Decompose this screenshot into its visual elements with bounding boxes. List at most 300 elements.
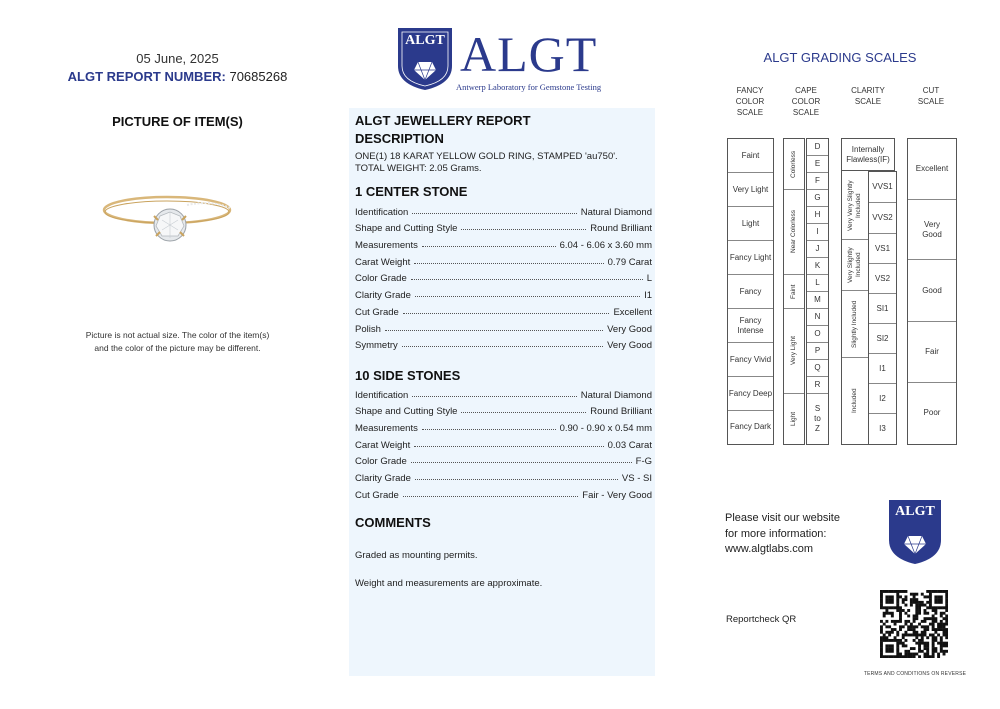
comments-title: COMMENTS bbox=[355, 515, 431, 530]
qr-module bbox=[932, 590, 935, 593]
qr-module bbox=[915, 642, 918, 645]
qr-module bbox=[896, 609, 899, 612]
qr-module bbox=[910, 628, 913, 631]
center-value: Round Brilliant bbox=[590, 223, 652, 235]
qr-module bbox=[880, 655, 883, 658]
qr-module bbox=[943, 628, 946, 631]
qr-module bbox=[934, 647, 937, 650]
qr-module bbox=[888, 625, 891, 628]
qr-module bbox=[888, 644, 891, 647]
cape-grade: M bbox=[807, 292, 828, 309]
qr-module bbox=[891, 595, 894, 598]
fancy-grade: Fancy Intense bbox=[728, 309, 773, 343]
center-value: 0.79 Carat bbox=[607, 256, 652, 268]
qr-module bbox=[891, 631, 894, 634]
clarity-scale-header bbox=[843, 85, 893, 107]
header-line: SCALE bbox=[792, 108, 820, 117]
qr-module bbox=[926, 655, 929, 658]
center-stone-title: 1 CENTER STONE bbox=[355, 184, 468, 199]
qr-module bbox=[940, 650, 943, 653]
qr-module bbox=[902, 655, 905, 658]
qr-module bbox=[915, 631, 918, 634]
qr-module bbox=[910, 653, 913, 656]
side-key: Cut Grade bbox=[355, 489, 399, 501]
qr-module bbox=[940, 647, 943, 650]
qr-module bbox=[945, 642, 948, 645]
qr-module bbox=[940, 623, 943, 626]
qr-module bbox=[885, 636, 888, 639]
qr-module bbox=[918, 634, 921, 637]
qr-module bbox=[915, 612, 918, 615]
qr-module bbox=[937, 606, 940, 609]
website-info bbox=[725, 511, 865, 558]
qr-module bbox=[932, 655, 935, 658]
qr-module bbox=[915, 606, 918, 609]
side-row bbox=[355, 467, 652, 484]
qr-module bbox=[918, 644, 921, 647]
qr-module bbox=[888, 631, 891, 634]
side-value: VS - SI bbox=[621, 473, 652, 485]
qr-module bbox=[913, 595, 916, 598]
clarity-grade: VVS2 bbox=[869, 203, 896, 234]
qr-module bbox=[894, 655, 897, 658]
picture-note-line2: and the color of the picture may be different. bbox=[94, 343, 261, 353]
qr-module bbox=[913, 598, 916, 601]
side-key: Carat Weight bbox=[355, 439, 411, 451]
qr-module bbox=[904, 595, 907, 598]
qr-module bbox=[918, 601, 921, 604]
qr-module bbox=[929, 623, 932, 626]
qr-module bbox=[932, 634, 935, 637]
side-key: Clarity Grade bbox=[355, 473, 411, 485]
report-title: ALGT JEWELLERY REPORT bbox=[355, 113, 531, 128]
qr-module bbox=[896, 598, 899, 601]
center-value: Very Good bbox=[607, 340, 652, 352]
qr-module bbox=[932, 628, 935, 631]
qr-module bbox=[940, 612, 943, 615]
qr-module bbox=[891, 598, 894, 601]
header-line: CAPE bbox=[795, 86, 817, 95]
qr-module bbox=[915, 614, 918, 617]
qr-module bbox=[885, 631, 888, 634]
qr-module bbox=[880, 595, 883, 598]
report-date: 05 June, 2025 bbox=[136, 51, 219, 66]
cut-grade: Good bbox=[908, 261, 956, 322]
qr-module bbox=[888, 595, 891, 598]
shield-text: ALGT bbox=[405, 33, 445, 48]
qr-module bbox=[937, 642, 940, 645]
qr-module bbox=[932, 606, 935, 609]
qr-module bbox=[891, 655, 894, 658]
header-line: SCALE bbox=[854, 97, 882, 106]
qr-module bbox=[899, 642, 902, 645]
qr-module bbox=[937, 634, 940, 637]
cape-grade: D bbox=[807, 139, 828, 156]
fancy-grade: Faint bbox=[728, 139, 773, 173]
cut-grade: Poor bbox=[923, 408, 941, 417]
qr-module bbox=[902, 636, 905, 639]
clarity-scale bbox=[868, 171, 897, 445]
qr-module bbox=[891, 620, 894, 623]
clarity-group-label: Very Slightly Included bbox=[847, 247, 862, 283]
center-value: Very Good bbox=[607, 323, 652, 335]
qr-module bbox=[904, 634, 907, 637]
qr-module bbox=[880, 628, 883, 631]
qr-module bbox=[910, 655, 913, 658]
qr-module bbox=[894, 590, 897, 593]
center-row bbox=[355, 218, 652, 235]
cut-grade: Fair bbox=[908, 322, 956, 383]
qr-module bbox=[885, 601, 888, 604]
fancy-grade: Fancy Dark bbox=[730, 422, 771, 431]
qr-module bbox=[945, 650, 948, 653]
qr-module bbox=[913, 625, 916, 628]
qr-module bbox=[932, 642, 935, 645]
qr-module bbox=[932, 636, 935, 639]
center-key: Polish bbox=[355, 323, 381, 335]
qr-module bbox=[896, 650, 899, 653]
qr-module bbox=[940, 639, 943, 642]
qr-module bbox=[929, 606, 932, 609]
qr-module bbox=[880, 644, 883, 647]
qr-module bbox=[880, 593, 883, 596]
qr-module bbox=[934, 631, 937, 634]
qr-module bbox=[913, 614, 916, 617]
qr-module bbox=[943, 617, 946, 620]
fancy-color-scale bbox=[727, 138, 774, 445]
qr-module bbox=[926, 606, 929, 609]
qr-module bbox=[915, 609, 918, 612]
qr-module bbox=[904, 598, 907, 601]
qr-module bbox=[926, 590, 929, 593]
header-line: COLOR bbox=[735, 97, 765, 106]
center-value: 6.04 - 6.06 x 3.60 mm bbox=[559, 240, 652, 252]
clarity-grade: I2 bbox=[869, 384, 896, 414]
qr-module bbox=[921, 601, 924, 604]
qr-module bbox=[913, 653, 916, 656]
qr-module bbox=[940, 644, 943, 647]
qr-module bbox=[924, 631, 927, 634]
qr-module bbox=[937, 598, 940, 601]
side-value: Fair - Very Good bbox=[582, 489, 652, 501]
qr-module bbox=[902, 634, 905, 637]
qr-module bbox=[894, 606, 897, 609]
qr-module bbox=[913, 628, 916, 631]
qr-module bbox=[896, 653, 899, 656]
qr-module bbox=[902, 609, 905, 612]
qr-module bbox=[885, 644, 888, 647]
qr-module bbox=[880, 606, 883, 609]
qr-module bbox=[932, 625, 935, 628]
qr-module bbox=[880, 636, 883, 639]
qr-module bbox=[896, 631, 899, 634]
cape-grade: F bbox=[807, 173, 828, 190]
qr-module bbox=[940, 606, 943, 609]
qr-module bbox=[934, 609, 937, 612]
qr-module bbox=[924, 644, 927, 647]
qr-module bbox=[937, 655, 940, 658]
header-line: CLARITY bbox=[851, 86, 885, 95]
qr-module bbox=[921, 631, 924, 634]
qr-module bbox=[880, 590, 883, 593]
fancy-grade: Fancy bbox=[728, 275, 773, 309]
qr-module bbox=[945, 631, 948, 634]
side-row bbox=[355, 434, 652, 451]
cape-group-label: Faint bbox=[790, 284, 797, 299]
qr-module bbox=[910, 593, 913, 596]
cape-grade: E bbox=[807, 156, 828, 173]
description-label: DESCRIPTION bbox=[355, 131, 444, 146]
clarity-grade: SI1 bbox=[869, 294, 896, 324]
qr-module bbox=[896, 634, 899, 637]
qr-module bbox=[945, 598, 948, 601]
center-key: Color Grade bbox=[355, 273, 407, 285]
qr-module bbox=[940, 601, 943, 604]
cape-group-scale bbox=[783, 138, 805, 445]
cape-grade: L bbox=[807, 275, 828, 292]
qr-module bbox=[924, 609, 927, 612]
center-value: L bbox=[646, 273, 652, 285]
qr-module bbox=[880, 653, 883, 656]
qr-module bbox=[937, 595, 940, 598]
qr-module bbox=[902, 625, 905, 628]
side-value: 0.03 Carat bbox=[607, 439, 652, 451]
qr-module bbox=[888, 606, 891, 609]
qr-module bbox=[888, 655, 891, 658]
header-line: COLOR bbox=[791, 97, 821, 106]
qr-module bbox=[943, 612, 946, 615]
qr-module bbox=[924, 604, 927, 607]
qr-module bbox=[880, 625, 883, 628]
picture-note-line1: Picture is not actual size. The color of the item(s) bbox=[85, 330, 270, 340]
visit-line1: Please visit our website bbox=[725, 512, 840, 524]
qr-module bbox=[891, 590, 894, 593]
qr-module bbox=[913, 631, 916, 634]
qr-module bbox=[883, 614, 886, 617]
side-key: Measurements bbox=[355, 423, 418, 435]
qr-module bbox=[926, 647, 929, 650]
cape-grade: J bbox=[807, 241, 828, 258]
qr-module bbox=[924, 625, 927, 628]
qr-module bbox=[934, 639, 937, 642]
clarity-group-scale bbox=[841, 138, 869, 445]
qr-module bbox=[943, 642, 946, 645]
qr-module bbox=[945, 617, 948, 620]
qr-module bbox=[918, 655, 921, 658]
qr-module bbox=[943, 653, 946, 656]
qr-module bbox=[924, 655, 927, 658]
cape-grade: P bbox=[807, 343, 828, 360]
side-key: Shape and Cutting Style bbox=[355, 406, 458, 418]
qr-module bbox=[924, 595, 927, 598]
center-row bbox=[355, 301, 652, 318]
qr-module bbox=[945, 614, 948, 617]
qr-module bbox=[918, 604, 921, 607]
qr-module bbox=[888, 650, 891, 653]
qr-module bbox=[891, 606, 894, 609]
side-row bbox=[355, 401, 652, 418]
qr-module bbox=[918, 606, 921, 609]
qr-module bbox=[940, 636, 943, 639]
qr-module bbox=[921, 634, 924, 637]
qr-module bbox=[943, 623, 946, 626]
qr-module bbox=[891, 647, 894, 650]
qr-module bbox=[904, 620, 907, 623]
qr-module bbox=[932, 614, 935, 617]
qr-module bbox=[883, 639, 886, 642]
qr-module bbox=[913, 655, 916, 658]
qr-module bbox=[904, 623, 907, 626]
qr-module bbox=[910, 598, 913, 601]
center-row bbox=[355, 251, 652, 268]
qr-module bbox=[926, 653, 929, 656]
qr-module bbox=[929, 593, 932, 596]
qr-module bbox=[929, 655, 932, 658]
header-line: CUT bbox=[922, 86, 940, 95]
qr-module bbox=[902, 644, 905, 647]
qr-module bbox=[896, 647, 899, 650]
qr-module bbox=[918, 650, 921, 653]
qr-module bbox=[915, 617, 918, 620]
qr-module bbox=[880, 604, 883, 607]
qr-module bbox=[932, 623, 935, 626]
qr-module bbox=[910, 625, 913, 628]
clarity-if-cell: Internally Flawless(IF) bbox=[841, 138, 895, 171]
qr-module bbox=[904, 590, 907, 593]
qr-module bbox=[896, 593, 899, 596]
ring-image bbox=[92, 170, 242, 260]
qr-module bbox=[899, 617, 902, 620]
cape-grade: H bbox=[807, 207, 828, 224]
qr-module bbox=[945, 628, 948, 631]
cape-grade: N bbox=[807, 309, 828, 326]
website-link[interactable]: www.algtlabs.com bbox=[725, 543, 814, 555]
qr-module bbox=[894, 628, 897, 631]
qr-module bbox=[899, 614, 902, 617]
qr-module bbox=[885, 612, 888, 615]
qr-module bbox=[918, 642, 921, 645]
cape-group-label: Very Light bbox=[790, 336, 797, 366]
qr-module bbox=[943, 650, 946, 653]
qr-module bbox=[907, 620, 910, 623]
qr-module bbox=[907, 655, 910, 658]
qr-module bbox=[913, 634, 916, 637]
qr-module bbox=[940, 620, 943, 623]
qr-module bbox=[907, 609, 910, 612]
qr-module bbox=[891, 601, 894, 604]
center-value: Excellent bbox=[613, 306, 652, 318]
cape-grade: R bbox=[807, 377, 828, 394]
qr-module bbox=[915, 598, 918, 601]
qr-module bbox=[943, 625, 946, 628]
qr-module bbox=[891, 614, 894, 617]
qr-module bbox=[921, 604, 924, 607]
qr-module bbox=[910, 647, 913, 650]
qr-module bbox=[880, 631, 883, 634]
qr-module bbox=[937, 590, 940, 593]
qr-code[interactable] bbox=[880, 590, 948, 658]
qr-module bbox=[945, 634, 948, 637]
qr-module bbox=[888, 647, 891, 650]
qr-module bbox=[945, 620, 948, 623]
qr-module bbox=[907, 653, 910, 656]
fancy-grade: Light bbox=[728, 207, 773, 241]
qr-module bbox=[902, 598, 905, 601]
cape-group-label: Colorless bbox=[790, 150, 797, 178]
qr-module bbox=[888, 598, 891, 601]
qr-module bbox=[899, 620, 902, 623]
center-row bbox=[355, 284, 652, 301]
side-value: Round Brilliant bbox=[590, 406, 652, 418]
qr-module bbox=[924, 617, 927, 620]
qr-module bbox=[907, 634, 910, 637]
qr-module bbox=[926, 636, 929, 639]
description-line1: ONE(1) 18 KARAT YELLOW GOLD RING, STAMPED 'au750'. bbox=[355, 151, 618, 162]
qr-module bbox=[932, 617, 935, 620]
qr-module bbox=[907, 614, 910, 617]
qr-module bbox=[913, 593, 916, 596]
qr-module bbox=[899, 653, 902, 656]
qr-module bbox=[899, 655, 902, 658]
qr-module bbox=[883, 612, 886, 615]
logo-tagline: Antwerp Laboratory for Gemstone Testing bbox=[456, 82, 602, 92]
qr-module bbox=[888, 612, 891, 615]
qr-module bbox=[899, 590, 902, 593]
clarity-group-label: Included bbox=[851, 388, 858, 414]
clarity-grade: I3 bbox=[879, 423, 886, 433]
qr-module bbox=[894, 636, 897, 639]
clarity-grade: I1 bbox=[869, 354, 896, 384]
header-line: SCALE bbox=[917, 97, 945, 106]
center-value: Natural Diamond bbox=[580, 206, 652, 218]
qr-module bbox=[934, 598, 937, 601]
qr-module bbox=[924, 628, 927, 631]
qr-module bbox=[932, 647, 935, 650]
qr-module bbox=[934, 595, 937, 598]
picture-title: PICTURE OF ITEM(S) bbox=[112, 114, 243, 129]
side-row bbox=[355, 417, 652, 434]
qr-module bbox=[937, 628, 940, 631]
qr-module bbox=[913, 647, 916, 650]
side-key: Color Grade bbox=[355, 456, 407, 468]
qr-module bbox=[926, 617, 929, 620]
qr-module bbox=[880, 639, 883, 642]
fancy-scale-header bbox=[725, 85, 775, 118]
qr-module bbox=[902, 601, 905, 604]
fancy-grade: Very Light bbox=[728, 173, 773, 207]
qr-module bbox=[945, 636, 948, 639]
qr-module bbox=[926, 644, 929, 647]
qr-module bbox=[883, 634, 886, 637]
qr-module bbox=[885, 647, 888, 650]
qr-module bbox=[883, 590, 886, 593]
qr-module bbox=[915, 653, 918, 656]
qr-module bbox=[934, 617, 937, 620]
center-row bbox=[355, 234, 652, 251]
qr-module bbox=[921, 620, 924, 623]
qr-module bbox=[934, 606, 937, 609]
qr-module bbox=[943, 590, 946, 593]
qr-module bbox=[940, 590, 943, 593]
qr-module bbox=[926, 625, 929, 628]
qr-module bbox=[904, 655, 907, 658]
qr-module bbox=[883, 655, 886, 658]
qr-module bbox=[924, 612, 927, 615]
qr-module bbox=[929, 590, 932, 593]
qr-module bbox=[937, 625, 940, 628]
qr-module bbox=[904, 639, 907, 642]
qr-module bbox=[888, 634, 891, 637]
